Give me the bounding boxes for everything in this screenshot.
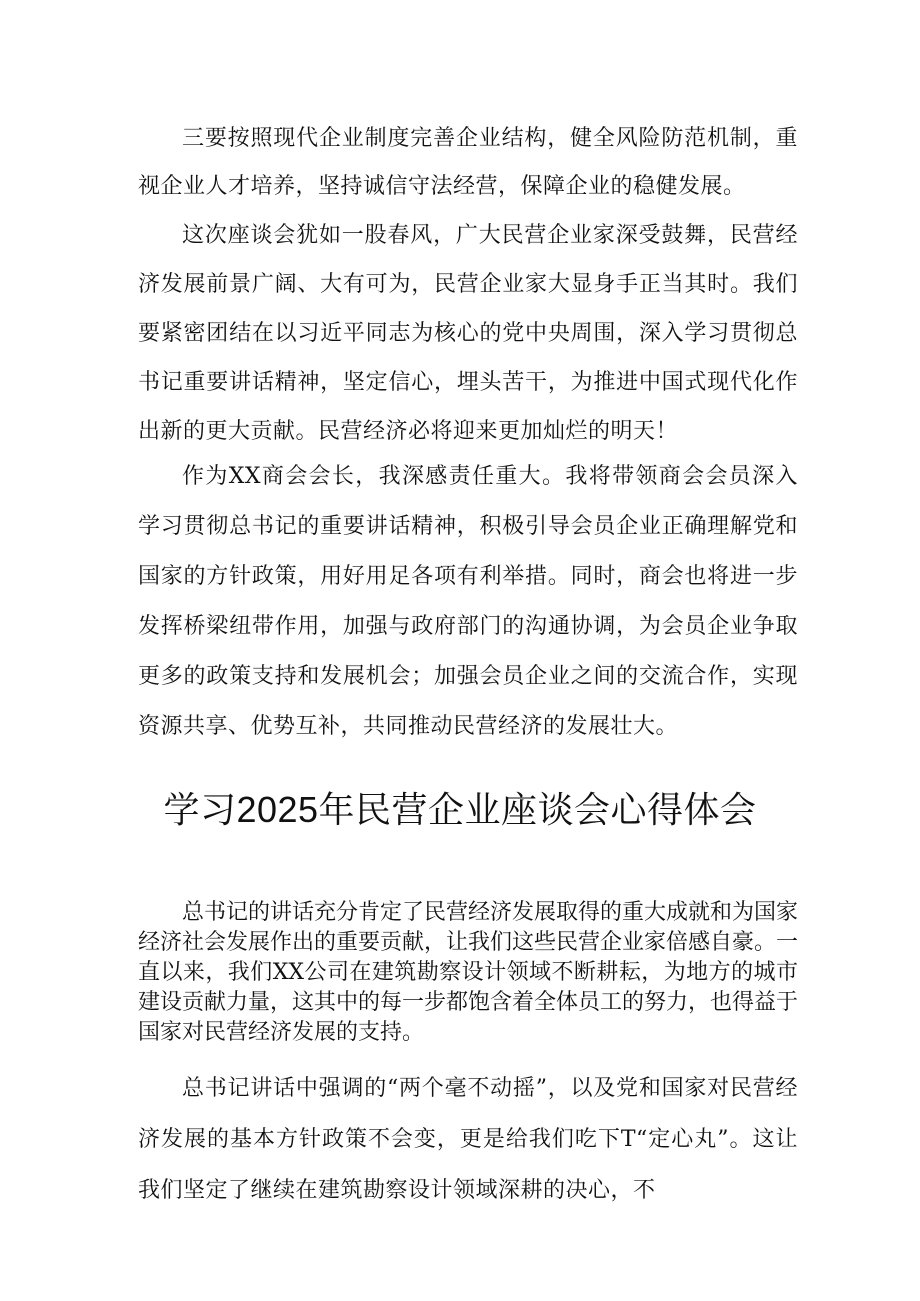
- paragraph-symposium-inspiration: 这次座谈会犹如一股春风，广大民营企业家深受鼓舞，民营经济发展前景广阔、大有可为，民营企业家大显身手正当其时。我们要紧密团结在以习近平同志为核心的党中央周围，深入学习贯彻总书记重要讲话精神，坚定信心，埋头苦干，为推进中国式现代化作出新的更大贡献。民营经济必将迎来更加灿烂的明天！: [138, 223, 798, 444]
- paragraph-chamber-president: 作为XX商会会长，我深感责任重大。我将带领商会会员深入学习贯彻总书记的重要讲话精神，积极引导会员企业正确理解党和国家的方针政策，用好用足各项有利举措。同时，商会也将进一步发挥桥梁纽带作用，加强与政府部门的沟通协调，为会员企业争取更多的政策支持和发展机会；加强会员企业之间的交流合作，实现资源共享、优势互补，共同推动民营经济的发展壮大。: [138, 464, 798, 739]
- document-title: 学习2025年民营企业座谈会心得体会: [163, 789, 757, 830]
- paragraph-two-unwaverings: 总书记讲话中强调的“两个毫不动摇”，以及党和国家对民营经济发展的基本方针政策不会变，更是给我们吃下T“定心丸”。这让我们坚定了继续在建筑勘察设计领域深耕的决心，不: [138, 1076, 798, 1203]
- paragraph-risk-control: 三要按照现代企业制度完善企业结构，健全风险防范机制，重视企业人才培养，坚持诚信守法经营，保障企业的稳健发展。: [138, 126, 798, 199]
- paragraph-speech-affirmation: 总书记的讲话充分肯定了民营经济发展取得的重大成就和为国家经济社会发展作出的重要贡献，让我们这些民营企业家倍感自豪。一直以来，我们XX公司在建筑勘察设计领域不断耕耘，为地方的城市建设贡献力量，这其中的每一步都饱含着全体员工的努力，也得益于国家对民营经济发展的支持。: [138, 900, 799, 1045]
